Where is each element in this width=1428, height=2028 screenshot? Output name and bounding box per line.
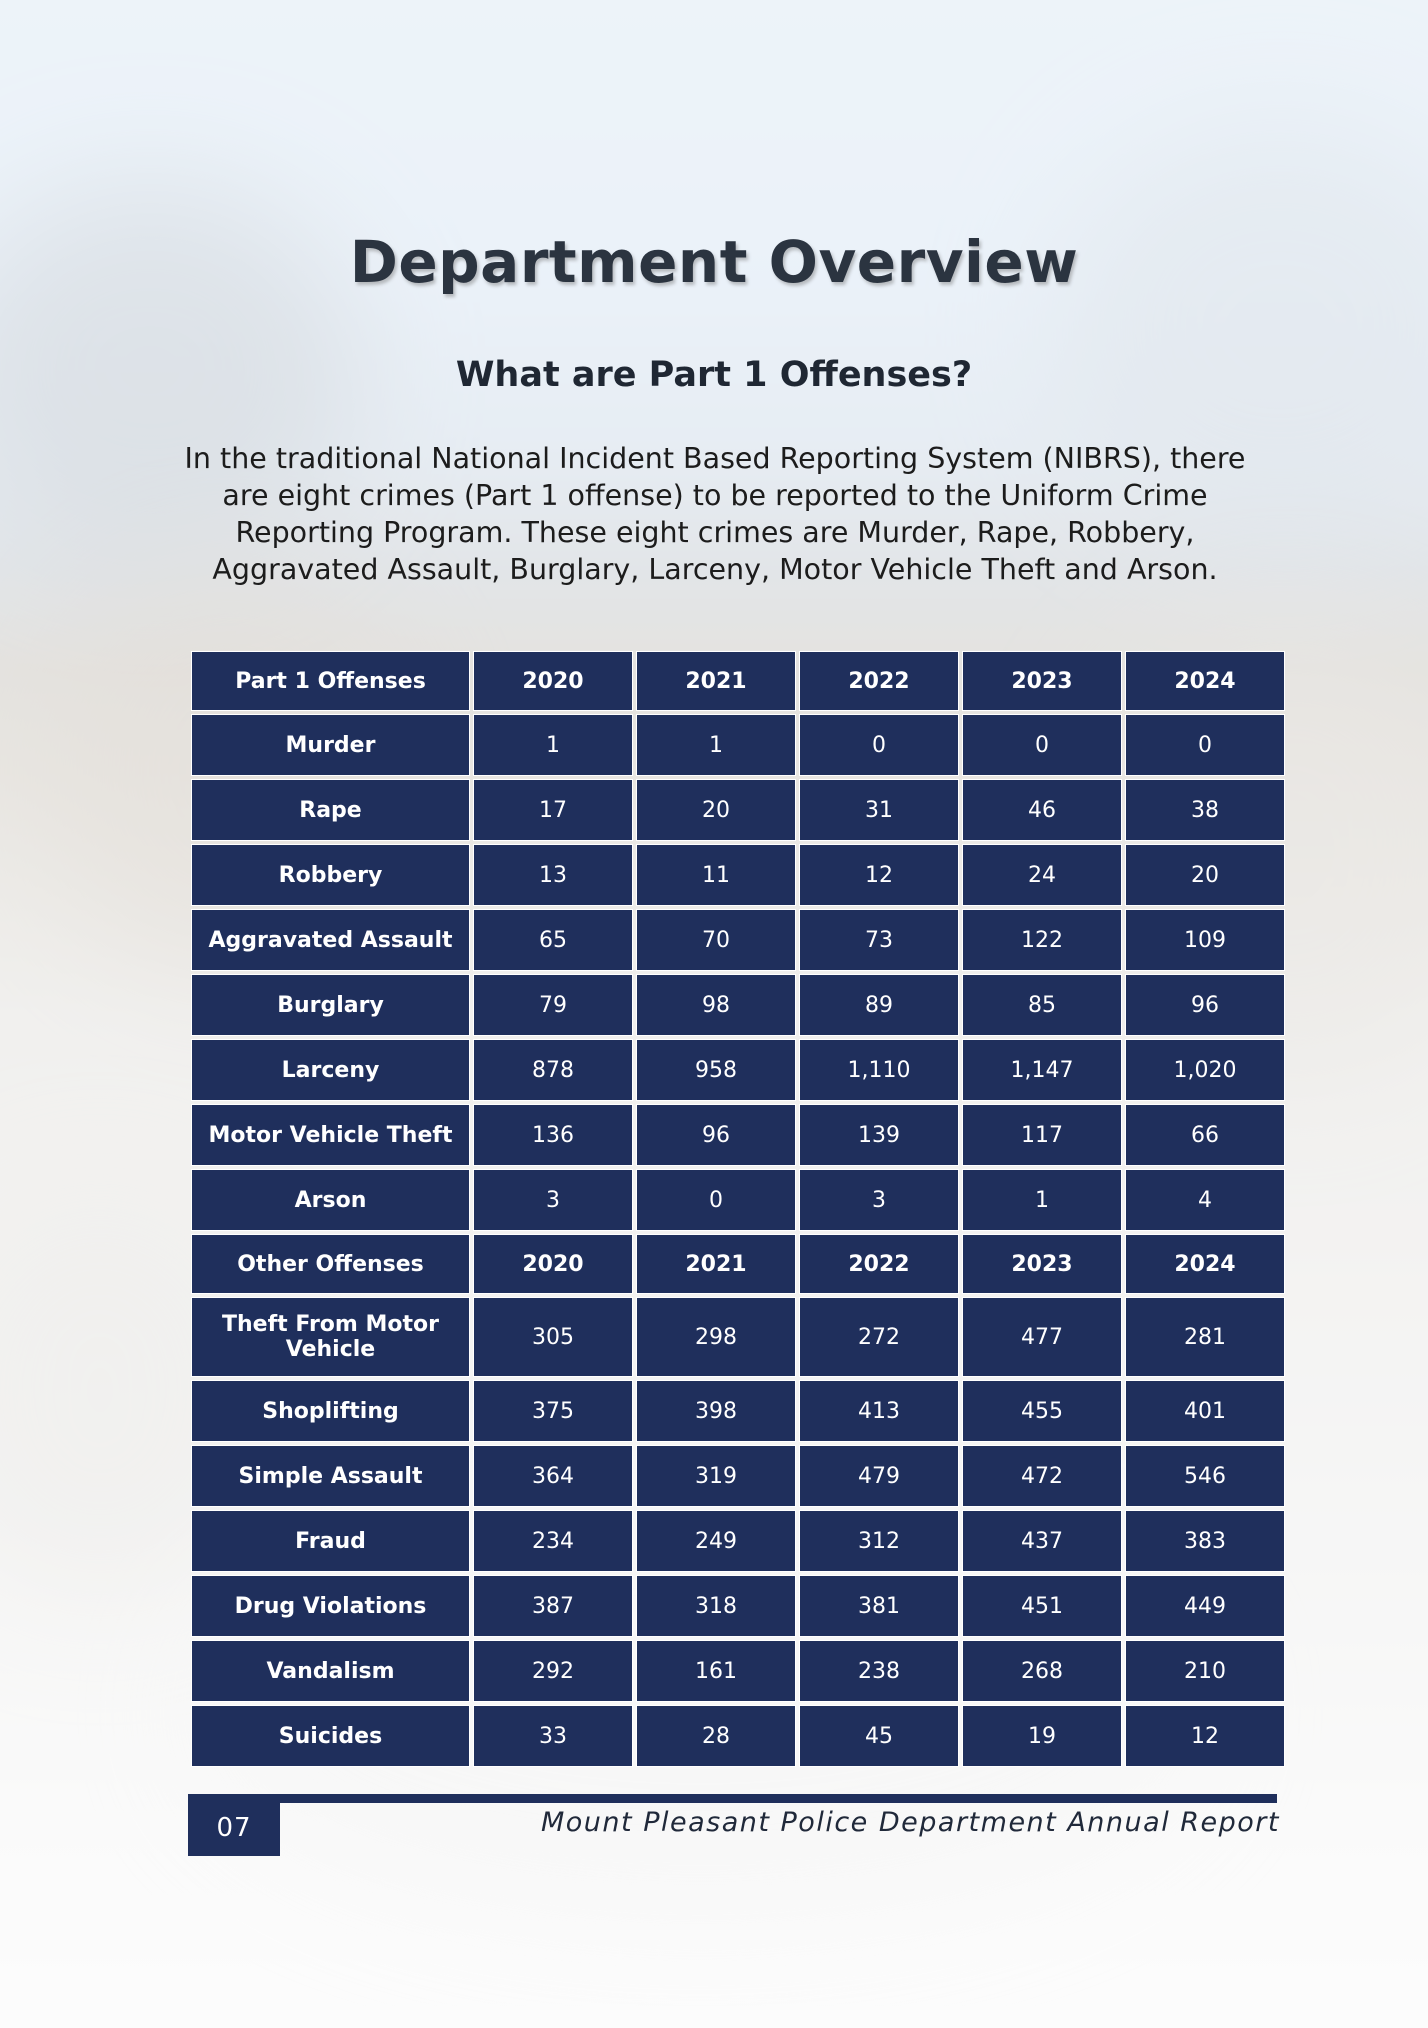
row-value: 70 xyxy=(636,909,796,971)
row-value: 13 xyxy=(473,844,633,906)
row-value: 305 xyxy=(473,1297,633,1377)
table-row xyxy=(191,844,1285,906)
row-value: 1 xyxy=(473,714,633,776)
row-value: 318 xyxy=(636,1575,796,1637)
row-value: 375 xyxy=(473,1380,633,1442)
row-value: 234 xyxy=(473,1510,633,1572)
row-value: 437 xyxy=(962,1510,1122,1572)
row-value: 122 xyxy=(962,909,1122,971)
row-label: Vandalism xyxy=(191,1640,470,1702)
row-value: 479 xyxy=(799,1445,959,1507)
row-label: Rape xyxy=(191,779,470,841)
row-value: 401 xyxy=(1125,1380,1285,1442)
row-value: 161 xyxy=(636,1640,796,1702)
row-value: 472 xyxy=(962,1445,1122,1507)
row-value: 28 xyxy=(636,1705,796,1767)
row-value: 38 xyxy=(1125,779,1285,841)
row-value: 381 xyxy=(799,1575,959,1637)
row-value: 79 xyxy=(473,974,633,1036)
row-value: 455 xyxy=(962,1380,1122,1442)
table-row xyxy=(191,909,1285,971)
row-value: 3 xyxy=(799,1169,959,1231)
section-subtitle: What are Part 1 Offenses? xyxy=(455,355,973,395)
row-value: 210 xyxy=(1125,1640,1285,1702)
table-row xyxy=(191,1039,1285,1101)
row-label: Theft From Motor Vehicle xyxy=(191,1297,470,1377)
row-label: Shoplifting xyxy=(191,1380,470,1442)
column-header: 2023 xyxy=(962,1234,1122,1294)
table-row xyxy=(191,714,1285,776)
column-header: Part 1 Offenses xyxy=(191,651,470,711)
row-value: 451 xyxy=(962,1575,1122,1637)
column-header: Other Offenses xyxy=(191,1234,470,1294)
row-value: 298 xyxy=(636,1297,796,1377)
column-header: 2022 xyxy=(799,1234,959,1294)
table-row xyxy=(191,779,1285,841)
offenses-table xyxy=(188,648,1288,1770)
row-value: 136 xyxy=(473,1104,633,1166)
offenses-table-body xyxy=(191,651,1285,1767)
row-value: 398 xyxy=(636,1380,796,1442)
row-value: 312 xyxy=(799,1510,959,1572)
table-row xyxy=(191,1640,1285,1702)
row-value: 96 xyxy=(1125,974,1285,1036)
row-value: 66 xyxy=(1125,1104,1285,1166)
row-value: 31 xyxy=(799,779,959,841)
row-value: 11 xyxy=(636,844,796,906)
footer-caption: Mount Pleasant Police Department Annual Report xyxy=(540,1807,1280,1838)
row-label: Robbery xyxy=(191,844,470,906)
row-value: 65 xyxy=(473,909,633,971)
row-value: 139 xyxy=(799,1104,959,1166)
row-value: 45 xyxy=(799,1705,959,1767)
row-label: Simple Assault xyxy=(191,1445,470,1507)
row-value: 12 xyxy=(1125,1705,1285,1767)
table-row xyxy=(191,1705,1285,1767)
row-value: 1,020 xyxy=(1125,1039,1285,1101)
column-header: 2024 xyxy=(1125,651,1285,711)
column-header: 2021 xyxy=(636,651,796,711)
row-value: 238 xyxy=(799,1640,959,1702)
row-value: 20 xyxy=(1125,844,1285,906)
row-value: 109 xyxy=(1125,909,1285,971)
row-value: 24 xyxy=(962,844,1122,906)
row-value: 1 xyxy=(962,1169,1122,1231)
row-value: 364 xyxy=(473,1445,633,1507)
row-value: 958 xyxy=(636,1039,796,1101)
row-value: 33 xyxy=(473,1705,633,1767)
row-value: 46 xyxy=(962,779,1122,841)
column-header: 2022 xyxy=(799,651,959,711)
table-row xyxy=(191,1575,1285,1637)
row-value: 17 xyxy=(473,779,633,841)
row-value: 117 xyxy=(962,1104,1122,1166)
table-row xyxy=(191,1380,1285,1442)
column-header: 2020 xyxy=(473,1234,633,1294)
row-value: 1,110 xyxy=(799,1039,959,1101)
row-value: 0 xyxy=(799,714,959,776)
row-value: 20 xyxy=(636,779,796,841)
row-label: Larceny xyxy=(191,1039,470,1101)
row-value: 383 xyxy=(1125,1510,1285,1572)
row-value: 73 xyxy=(799,909,959,971)
row-value: 1,147 xyxy=(962,1039,1122,1101)
row-label: Aggravated Assault xyxy=(191,909,470,971)
row-value: 449 xyxy=(1125,1575,1285,1637)
row-value: 89 xyxy=(799,974,959,1036)
row-value: 3 xyxy=(473,1169,633,1231)
row-label: Fraud xyxy=(191,1510,470,1572)
row-value: 4 xyxy=(1125,1169,1285,1231)
row-label: Suicides xyxy=(191,1705,470,1767)
row-value: 0 xyxy=(1125,714,1285,776)
row-value: 319 xyxy=(636,1445,796,1507)
column-header: 2020 xyxy=(473,651,633,711)
page-number-badge: 07 xyxy=(188,1800,280,1856)
row-value: 272 xyxy=(799,1297,959,1377)
row-label: Burglary xyxy=(191,974,470,1036)
row-value: 292 xyxy=(473,1640,633,1702)
row-value: 1 xyxy=(636,714,796,776)
table-row xyxy=(191,974,1285,1036)
row-label: Arson xyxy=(191,1169,470,1231)
intro-paragraph: In the traditional National Incident Based Reporting System (NIBRS), there are eight crimes (Part 1 offense) to be reported to the Uniform Crime Reporting Program. These eight crimes are Murder, Rape, Robbery, Aggravated Assault, Burglary, Larceny, Motor Vehicle Theft and Arson. xyxy=(184,442,1246,586)
row-value: 387 xyxy=(473,1575,633,1637)
row-value: 85 xyxy=(962,974,1122,1036)
row-value: 413 xyxy=(799,1380,959,1442)
part1-header-row xyxy=(191,651,1285,711)
row-label: Murder xyxy=(191,714,470,776)
row-value: 878 xyxy=(473,1039,633,1101)
row-value: 268 xyxy=(962,1640,1122,1702)
table-row xyxy=(191,1297,1285,1377)
row-value: 477 xyxy=(962,1297,1122,1377)
row-value: 281 xyxy=(1125,1297,1285,1377)
row-value: 0 xyxy=(962,714,1122,776)
row-label: Motor Vehicle Theft xyxy=(191,1104,470,1166)
page-title: Department Overview xyxy=(349,228,1079,296)
table-row xyxy=(191,1169,1285,1231)
table-row xyxy=(191,1445,1285,1507)
other-offenses-header-row xyxy=(191,1234,1285,1294)
footer-rule xyxy=(188,1794,1277,1803)
row-value: 0 xyxy=(636,1169,796,1231)
row-value: 12 xyxy=(799,844,959,906)
row-value: 98 xyxy=(636,974,796,1036)
row-value: 249 xyxy=(636,1510,796,1572)
row-value: 546 xyxy=(1125,1445,1285,1507)
column-header: 2023 xyxy=(962,651,1122,711)
column-header: 2021 xyxy=(636,1234,796,1294)
table-row xyxy=(191,1104,1285,1166)
row-value: 96 xyxy=(636,1104,796,1166)
column-header: 2024 xyxy=(1125,1234,1285,1294)
table-row xyxy=(191,1510,1285,1572)
row-value: 19 xyxy=(962,1705,1122,1767)
row-label: Drug Violations xyxy=(191,1575,470,1637)
